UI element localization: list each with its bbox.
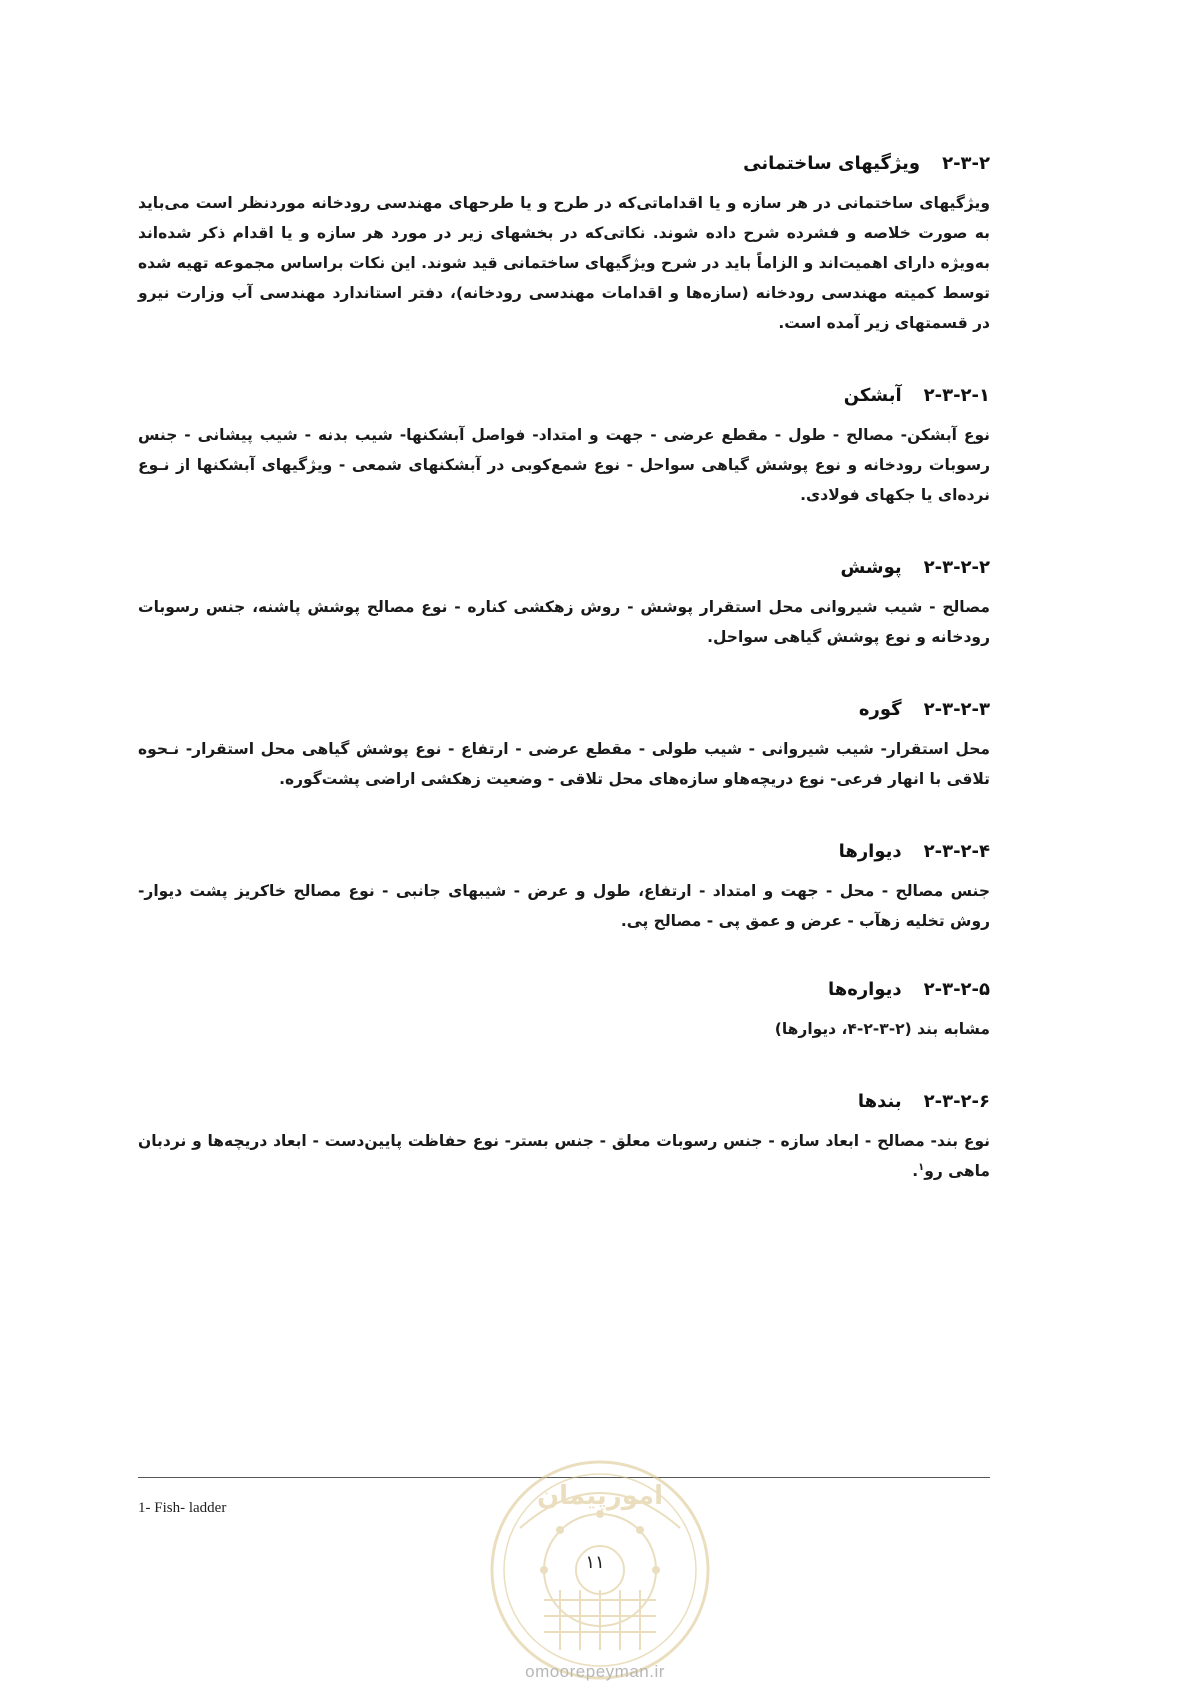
subsection-title: دیوارها (838, 841, 902, 862)
subsection-number: ۲-۳-۲-۵ (923, 979, 990, 1000)
subsection-paragraph: جنس مصالح - محل - جهت و امتداد - ارتفاع، طول و عرض - شیبهای جانبی - نوع مصالح خاکریز پشت دیوار- روش تخلیه زهآب - عرض و عمق پی - مصالح پی. (138, 882, 990, 930)
section-groyne (138, 382, 990, 510)
footnote-text: 1- Fish- ladder (138, 1500, 227, 1516)
section-embankment-walls (138, 976, 990, 1044)
section-heading (138, 150, 990, 178)
section-title: ویژگیهای ساختمانی (743, 153, 921, 174)
website-watermark: omoorepeyman.ir (525, 1662, 665, 1681)
footnote-reference[interactable]: ۱ (918, 1161, 925, 1173)
subsection-title: آبشکن (843, 385, 902, 406)
section-structural-features (138, 150, 990, 338)
section-number: ۲-۳-۲ (942, 153, 990, 174)
subsection-heading (138, 382, 990, 410)
subsection-title: بندها (857, 1091, 902, 1112)
paragraph-end: . (912, 1162, 919, 1180)
subsection-paragraph: مشابه بند (۲-۳-۲-۴، دیوارها) (774, 1020, 990, 1038)
subsection-heading (138, 1088, 990, 1116)
subsection-paragraph (138, 1126, 990, 1186)
subsection-heading (138, 554, 990, 582)
document-body (138, 150, 990, 1186)
subsection-heading (138, 838, 990, 866)
subsection-heading (138, 696, 990, 724)
subsection-paragraph: محل استقرار- شیب شیروانی - شیب طولی - مقطع عرضی - ارتفاع - نوع پوشش گیاهی محل استقرار- نـحوه تلاقی با انهار فرعی- نوع دریچه‌هاو سازه‌های محل تلاقی - وضعیت زهکشی اراضی پشت‌گوره. (138, 740, 990, 788)
subsection-heading (138, 976, 990, 1004)
subsection-number: ۲-۳-۲-۲ (923, 557, 990, 578)
section-walls (138, 838, 990, 936)
subsection-number: ۲-۳-۲-۶ (923, 1091, 990, 1112)
subsection-number: ۲-۳-۲-۳ (923, 699, 990, 720)
svg-text:امورپیمان: امورپیمان (536, 1481, 664, 1511)
section-paragraph: ویژگیهای ساختمانی در هر سازه و یا اقداماتی‌که در طرح و یا طرحهای مهندسی رودخانه موردنظر است می‌باید به صورت خلاصه و فشرده شرح داده شوند. نکاتی‌که در بخشهای زیر در مورد هر سازه و یا اقدام ذکر شده‌اند به‌ویژه دارای اهمیت‌اند و الزاماً باید در شرح ویژگیهای ساختمانی قید شوند. این نکات براساس مجموعه تهیه شده توسط کمیته مهندسی رودخانه (سازه‌ها و اقدامات مهندسی رودخانه)، دفتر استاندارد مهندسی آب وزارت نیرو در قسمتهای زیر آمده است. (138, 194, 990, 332)
subsection-title: دیواره‌ها (827, 979, 902, 1000)
paragraph-text: نوع بند- مصالح - ابعاد سازه - جنس رسوبات معلق - جنس بستر- نوع حفاظت پایین‌دست - ابعاد دریچه‌ها و نردبان ماهی رو (138, 1132, 990, 1180)
section-dams (138, 1088, 990, 1186)
section-levee (138, 696, 990, 794)
subsection-paragraph: نوع آبشکن- مصالح - طول - مقطع عرضی - جهت و امتداد- فواصل آبشکنها- شیب بدنه - شیب پیشانی - جنس رسوبات رودخانه و نوع پوشش گیاهی سواحل - نوع شمع‌کوبی در آبشکنهای شمعی - ویژگیهای آبشکنها از نـوع نرده‌ای یا جکهای فولادی. (138, 426, 990, 504)
subsection-title: پوشش (840, 557, 902, 578)
section-revetment (138, 554, 990, 652)
subsection-paragraph: مصالح - شیب شیروانی محل استقرار پوشش - روش زهکشی کناره - نوع مصالح پوشش پاشنه، جنس رسوبات رودخانه و نوع پوشش گیاهی سواحل. (138, 598, 990, 646)
subsection-number: ۲-۳-۲-۱ (923, 385, 990, 406)
subsection-number: ۲-۳-۲-۴ (923, 841, 990, 862)
subsection-title: گوره (858, 699, 902, 720)
page-number: ۱۱ (585, 1552, 605, 1573)
